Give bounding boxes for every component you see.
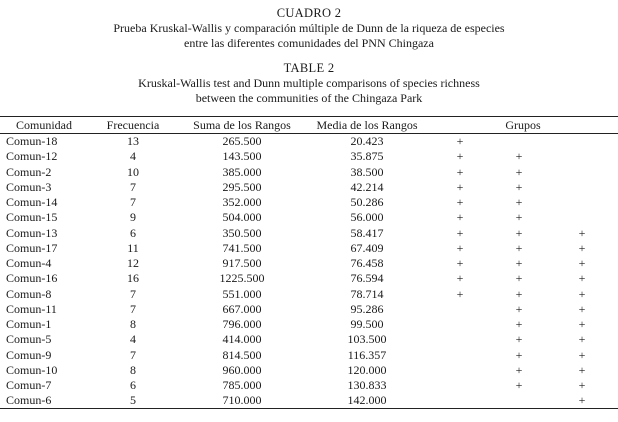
- cell-media-rangos: 76.594: [350, 271, 384, 286]
- table-row: [0, 378, 618, 393]
- cell-frecuencia: 7: [130, 179, 136, 194]
- table-row: [0, 332, 618, 347]
- cell-suma-rangos: 785.000: [222, 378, 262, 393]
- cell-frecuencia: 4: [130, 332, 136, 347]
- cell-grupo-a: +: [456, 240, 464, 255]
- table-row: [0, 134, 618, 149]
- cell-comunidad: Comun-13: [6, 225, 58, 240]
- cell-frecuencia: 13: [127, 134, 139, 149]
- cell-grupo-a: [428, 317, 492, 332]
- cell-media-rangos: 130.833: [347, 378, 387, 393]
- cell-grupo-c: [546, 210, 618, 225]
- cell-comunidad: Comun-11: [6, 301, 57, 316]
- cell-media-rangos: 103.500: [347, 332, 387, 347]
- cell-media-rangos: 35.875: [350, 149, 384, 164]
- table-header-row: [0, 117, 618, 134]
- cell-grupo-c: +: [578, 301, 586, 316]
- header-comunidad: Comunidad: [0, 117, 88, 134]
- table-row: [0, 393, 618, 408]
- cell-grupo-b: +: [515, 225, 523, 240]
- kruskal-wallis-table: [0, 116, 618, 409]
- cell-frecuencia: 10: [127, 164, 139, 179]
- table-row: [0, 317, 618, 332]
- cell-grupo-a: +: [456, 149, 464, 164]
- cell-grupo-c: +: [578, 378, 586, 393]
- cell-grupo-b: +: [515, 195, 523, 210]
- cell-grupo-c: [546, 179, 618, 194]
- cell-grupo-a: [428, 378, 492, 393]
- table-row: [0, 286, 618, 301]
- cell-frecuencia: 8: [130, 317, 136, 332]
- table-row: [0, 240, 618, 255]
- table-row: [0, 301, 618, 316]
- cell-suma-rangos: 960.000: [222, 362, 262, 377]
- cell-comunidad: Comun-2: [6, 164, 52, 179]
- caption-english: [0, 61, 618, 106]
- cell-grupo-b: +: [515, 256, 523, 271]
- caption-spanish: [0, 6, 618, 51]
- cell-suma-rangos: 265.500: [222, 134, 262, 149]
- cell-suma-rangos: 414.000: [222, 332, 262, 347]
- cell-comunidad: Comun-7: [6, 378, 52, 393]
- cell-grupo-a: +: [456, 256, 464, 271]
- cell-comunidad: Comun-5: [6, 332, 52, 347]
- cell-frecuencia: 5: [88, 393, 178, 408]
- cell-comunidad: Comun-14: [6, 195, 58, 210]
- cell-grupo-c: +: [578, 225, 586, 240]
- cell-comunidad: Comun-16: [6, 271, 58, 286]
- cell-comunidad: Comun-8: [6, 286, 52, 301]
- cell-grupo-b: +: [515, 271, 523, 286]
- cell-comunidad: Comun-3: [6, 179, 52, 194]
- caption-es-line1: Prueba Kruskal-Wallis y comparación múltiple de Dunn de la riqueza de especies: [113, 21, 505, 35]
- cell-grupo-b: [492, 134, 546, 149]
- caption-en-line1: Kruskal-Wallis test and Dunn multiple comparisons of species richness: [138, 76, 480, 90]
- header-suma-rangos: Suma de los Rangos: [178, 117, 306, 134]
- cell-comunidad: Comun-12: [6, 149, 58, 164]
- cell-frecuencia: 16: [127, 271, 139, 286]
- cell-media-rangos: 116.357: [347, 347, 387, 362]
- cell-media-rangos: 42.214: [350, 179, 384, 194]
- table-row: [0, 164, 618, 179]
- caption-es-line2: entre las diferentes comunidades del PNN Chingaza: [184, 36, 434, 50]
- cell-frecuencia: 4: [130, 149, 136, 164]
- cell-media-rangos: 95.286: [350, 301, 384, 316]
- cell-grupo-b: +: [515, 362, 523, 377]
- cell-media-rangos: 67.409: [350, 240, 384, 255]
- cell-media-rangos: 120.000: [347, 362, 387, 377]
- cell-grupo-c: +: [578, 332, 586, 347]
- cell-suma-rangos: 796.000: [222, 317, 262, 332]
- cell-grupo-a: +: [456, 225, 464, 240]
- cell-grupo-c: [546, 134, 618, 149]
- cell-comunidad: Comun-10: [6, 362, 58, 377]
- cell-grupo-a: +: [456, 195, 464, 210]
- cell-frecuencia: 7: [130, 347, 136, 362]
- table-row: [0, 225, 618, 240]
- cell-suma-rangos: 1225.500: [219, 271, 265, 286]
- cell-grupo-c: +: [578, 347, 586, 362]
- table-row: [0, 347, 618, 362]
- cell-suma-rangos: 504.000: [222, 210, 262, 225]
- cell-grupo-c: +: [578, 240, 586, 255]
- cell-grupo-a: [428, 301, 492, 316]
- cell-suma-rangos: 350.500: [222, 225, 262, 240]
- cell-grupo-b: +: [515, 332, 523, 347]
- cell-grupo-b: +: [515, 301, 523, 316]
- cell-media-rangos: 142.000: [306, 393, 428, 408]
- table-row: [0, 149, 618, 164]
- table-row: [0, 179, 618, 194]
- cell-grupo-b: [492, 393, 546, 408]
- cell-grupo-c: +: [578, 256, 586, 271]
- cell-grupo-a: +: [456, 179, 464, 194]
- cell-comunidad: Comun-6: [0, 393, 88, 408]
- cell-frecuencia: 6: [130, 378, 136, 393]
- cell-media-rangos: 50.286: [350, 195, 384, 210]
- table-body: [0, 134, 618, 409]
- cell-frecuencia: 9: [130, 210, 136, 225]
- cell-grupo-a: [428, 332, 492, 347]
- cell-comunidad: Comun-18: [6, 134, 58, 149]
- header-frecuencia: Frecuencia: [88, 117, 178, 134]
- cell-grupo-c: [546, 149, 618, 164]
- cell-grupo-b: +: [515, 179, 523, 194]
- cell-frecuencia: 7: [130, 301, 136, 316]
- cell-grupo-a: +: [456, 164, 464, 179]
- cell-comunidad: Comun-9: [6, 347, 52, 362]
- cell-grupo-a: +: [456, 271, 464, 286]
- cell-suma-rangos: 295.500: [222, 179, 262, 194]
- cell-grupo-b: +: [515, 240, 523, 255]
- cell-frecuencia: 6: [130, 225, 136, 240]
- cell-frecuencia: 12: [127, 256, 139, 271]
- cell-grupo-b: +: [515, 286, 523, 301]
- table-row: [0, 362, 618, 377]
- cell-grupo-c: [546, 195, 618, 210]
- cell-suma-rangos: 814.500: [222, 347, 262, 362]
- cell-suma-rangos: 667.000: [222, 301, 262, 316]
- cell-grupo-c: +: [578, 317, 586, 332]
- cell-media-rangos: 20.423: [350, 134, 384, 149]
- cell-comunidad: Comun-15: [6, 210, 58, 225]
- cell-frecuencia: 7: [130, 195, 136, 210]
- cell-grupo-c: +: [578, 362, 586, 377]
- cell-frecuencia: 11: [127, 240, 139, 255]
- cell-suma-rangos: 385.000: [222, 164, 262, 179]
- cell-frecuencia: 8: [130, 362, 136, 377]
- cell-suma-rangos: 143.500: [222, 149, 262, 164]
- cell-grupo-b: +: [515, 317, 523, 332]
- cell-grupo-a: +: [456, 210, 464, 225]
- table-row: [0, 210, 618, 225]
- cell-media-rangos: 99.500: [350, 317, 384, 332]
- cell-frecuencia: 7: [130, 286, 136, 301]
- cell-grupo-a: [428, 347, 492, 362]
- header-media-rangos: Media de los Rangos: [306, 117, 428, 134]
- cell-suma-rangos: 917.500: [222, 256, 262, 271]
- header-grupos: Grupos: [428, 117, 618, 134]
- cell-grupo-a: +: [456, 134, 464, 149]
- cell-comunidad: Comun-17: [6, 240, 58, 255]
- cell-media-rangos: 78.714: [350, 286, 384, 301]
- cell-grupo-b: +: [515, 149, 523, 164]
- cell-comunidad: Comun-1: [6, 317, 52, 332]
- cell-media-rangos: 58.417: [350, 225, 384, 240]
- cell-media-rangos: 56.000: [350, 210, 384, 225]
- table-row: [0, 271, 618, 286]
- table-row: [0, 195, 618, 210]
- cell-grupo-b: +: [515, 378, 523, 393]
- cell-media-rangos: 76.458: [350, 256, 384, 271]
- cell-grupo-c: [546, 164, 618, 179]
- cell-grupo-c: +: [578, 271, 586, 286]
- cell-grupo-a: +: [456, 286, 464, 301]
- cell-grupo-a: [428, 393, 492, 408]
- cell-suma-rangos: 741.500: [222, 240, 262, 255]
- cell-grupo-b: +: [515, 347, 523, 362]
- cell-grupo-c: +: [546, 393, 618, 408]
- cell-grupo-a: [428, 362, 492, 377]
- caption-en-line2: between the communities of the Chingaza Park: [195, 91, 423, 105]
- caption-en-title: TABLE 2: [283, 61, 335, 75]
- cell-comunidad: Comun-4: [6, 256, 52, 271]
- cell-grupo-b: +: [515, 164, 523, 179]
- cell-suma-rangos: 551.000: [222, 286, 262, 301]
- cell-media-rangos: 38.500: [350, 164, 384, 179]
- caption-es-title: CUADRO 2: [276, 6, 342, 20]
- table-row: [0, 256, 618, 271]
- cell-suma-rangos: 352.000: [222, 195, 262, 210]
- cell-suma-rangos: 710.000: [178, 393, 306, 408]
- cell-grupo-b: +: [515, 210, 523, 225]
- cell-grupo-c: +: [578, 286, 586, 301]
